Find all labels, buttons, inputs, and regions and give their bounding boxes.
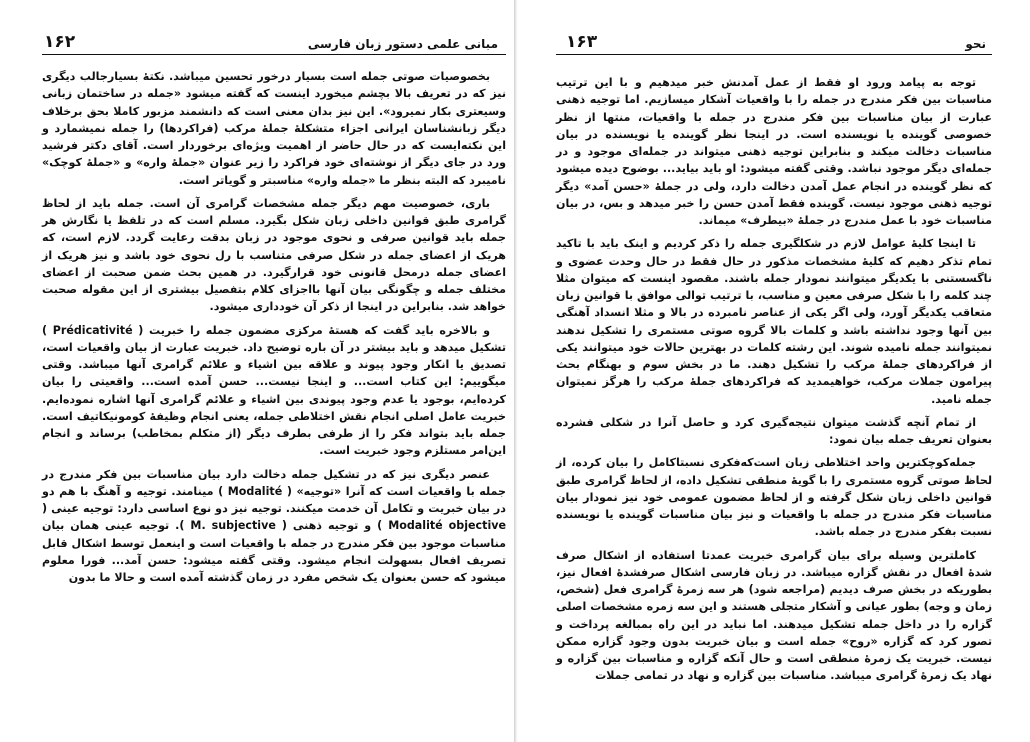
left-paragraph-3: و بالاخره باید گفت که هستهٔ مرکزی مضمون جمله را خبریت ( Prédicativité ) تشکیل میدهد و باید بیشتر در آن باره توضیح داد. خبریت عبارت از بیان واقعیات است، تصدیق یا انکار وجود پیوند و علاقه بین اشیاء و علائم گرامری آنها میباشد. وقتی میگوییم: این کتاب است... و اینجا نیست... حسن آمده است... واقعیتی را بیان کرده‌ایم، بوجود یا عدم وجود پیوندی بین اشیاء و علائم گرامری آنها اشاره نموده‌ایم. خبریت عامل اصلی انجام نقش اختلاطی جمله، یعنی انجام وظیفهٔ کومونیکاتیف است. جمله باید بتواند فکر را از طرفی بطرف دیگر (از متکلم بمخاطب) برساند و انجام این‌امر مستلزم وجود خبریت است.	[42, 323, 506, 458]
left-page-number: ۱۶۲	[44, 32, 76, 52]
right-running-title: نحو	[965, 37, 986, 51]
right-page-header	[556, 30, 992, 55]
right-paragraph-4: جمله‌کوچکترین واحد اختلاطی زبان است‌که‌فکری نسبتاکامل را بیان کرده، از لحاظ صوتی گروه مستمری را با گویهٔ منطقی تشکیل داده، از لحاظ گرامری طبق قوانین داخلی زبان شکل گرفته و از لحاظ مضمون عمومی خود نیز نمودار بیان مناسبات فکر مندرج در جمله با واقعیات و نیز بیان مناسبات گوینده یا نویسنده نسبت بفکر مندرج در جمله باشد.	[556, 456, 992, 539]
right-page	[540, 0, 1012, 742]
right-paragraph-3: از تمام آنچه گذشت میتوان نتیجه‌گیری کرد و حاصل آنرا در شکلی فشرده بعنوان تعریف جمله بیان نمود:	[556, 415, 992, 446]
left-page	[20, 0, 512, 742]
right-paragraph-1: توجه به پیامد ورود او فقط از عمل آمدنش خبر میدهیم و با این ترتیب مناسبات بین فکر مندرج در جمله را با واقعیات آشکار میسازیم. اما توجیه ذهنی عبارت از بیان مناسبات بین فکر مندرج در جمله با واقعیات، منتها از نظر خصوصی گوینده یا نویسنده است. در اینجا نظر گوینده یا نویسنده در بیان مناسبات دخالت میکند و بنابراین توجیه ذهنی میتواند در جمله‌ای موجود و در جمله‌ای دیگر موجود نباشد. وقتی گفته میشود: او باید بیاید... بوضوح دیده میشود که نظر گوینده در انجام عمل آمدن دخالت دارد، ولی در جملهٔ «حسن آمد» دیگر توجیه ذهنی موجود نیست. گوینده فقط آمدن حسن را خبر میدهد و بس، در بیان مناسبات خود با عمل مندرج در جملهٔ «بیطرف» میماند.	[556, 76, 992, 227]
right-paragraph-2: تا اینجا کلیهٔ عوامل لازم در شکلگیری جمله را ذکر کردیم و اینک باید با تاکید تمام تذکر دهیم که کلیهٔ مشخصات مذکور در حال فقط در حال وحدت عضوی و ناگسستنی با یکدیگر میتوانند نمودار جمله باشند. مقصود اینست که میتوان مثلا چند کلمه را با شکل صرفی معین و مناسب، با ترتیب توالی موافق با قوانین زبان متعاقب یکدیگر آورد، ولی اگر یکی از عناصر نامبرده در بالا و مثلا انسداد آهنگی بین آنها وجود نداشته باشد و کلمات بالا گروه صوتی مستمری را تشکیل ندهند نمیتوانند جمله نامیده شوند. این رشته کلمات در بهترین حالات خود میتوانند یکی از فراکردهای جملهٔ مرکب را تشکیل دهند. ما در بخش سوم و بهنگام بحث پیرامون جملات مرکب، خواهیمدید که فراکردهای جملهٔ مرکب را هرگز نمیتوان جمله نامید.	[556, 237, 992, 406]
left-running-title: مبانی علمی دستور زبان فارسی	[307, 37, 498, 51]
left-page-body	[42, 68, 506, 742]
left-paragraph-2: باری، خصوصیت مهم دیگر جمله مشخصات گرامری آن است. جمله باید از لحاظ گرامری طبق قوانین داخلی زبان شکل بگیرد. مسلم است که در تلفظ یا نگارش هر جمله باید قوانین صرفی و نحوی موجود در زبان بدقت رعایت گردد. لازم است، که هریک از اعضای جمله در شکل صرفی متناسب با رل نحوی خود باشد و نیز هریک از اعضای جمله درمحل قانونی خود قرارگیرد. در همین بحث ضمن صحبت از اعضای مختلف جمله و چگونگی بیان آنها بااجزای کلام بتفصیل بیشتری از این مقوله صحبت خواهد شد. بنابراین در اینجا از ذکر آن خودداری میشود.	[42, 196, 506, 314]
left-page-header	[42, 30, 506, 55]
book-gutter	[514, 0, 518, 742]
right-page-body	[556, 74, 992, 742]
right-paragraph-5: کاملترین وسیله برای بیان گرامری خبریت عمدتا استفاده از اشکال صرف شدهٔ افعال در نقش گزاره میباشد. در زبان فارسی اشکال صرفشدهٔ افعال نیز، بطوریکه در بخش صرف دیدیم (مراجعه شود) هر سه زمرهٔ گرامری فعل (شخص، زمان و وجه) بطور عیانی و آشکار متجلی هستند و این سه زمره مشخصات اصلی گزاره را در داخل جمله تشکیل میدهند. اما نباید در این راه بمبالغه پرداخت و تصور کرد که گزاره «روح» جمله است و بیان خبریت بدون وجود گزاره ممکن نیست. خبریت یک زمرهٔ منطقی است و حال آنکه گزاره و مناسبات بین گزاره و نهاد یک زمرهٔ گرامری میباشد. مناسبات بین گزاره و نهاد در تمامی جملات	[556, 548, 992, 683]
left-paragraph-4: عنصر دیگری نیز که در تشکیل جمله دخالت دارد بیان مناسبات بین فکر مندرج در جمله با واقعیات است که آنرا «توجیه» ( Modalité ) مینامند. توجیه و آهنگ با هم دو در بیان خبریت و تکامل آن خدمت میکنند. توجیه نیز دو نوع اساسی دارد: توجیه عینی ( Modalité objective ) و توجیه ذهنی ( M. subjective ). توجیه عینی همان بیان مناسبات موجود بین فکر مندرج در جمله با واقعیات است و اینعمل توسط اشکال قابل تصریف افعال بسهولت انجام میشود. وقتی گفته میشود: حسن آمد... فورا معلوم میشود که حسن بعنوان یک شخص مفرد در زمان گذشته آمده است و حالا ما بدون	[42, 467, 506, 584]
left-paragraph-1: بخصوصیات صوتی جمله است بسیار درخور تحسین میباشد. نکتهٔ بسیارجالب دیگری نیز که در تعریف بالا بچشم میخورد اینست که گفته میشود «جمله در ساختمان زبانی وسیعتری بکار نمیرود». این نیز بدان معنی است که دانشمند مزبور کاملا بحق برخلاف دیگر زبانشناسان ایرانی اجزاء متشکلهٔ جملهٔ مرکب (فراکردها) را جمله نمیشمارد و این نکته‌ایست که در حال حاضر از اهمیت ویژه‌ای برخوردار است. آقای دکتر فرشید ورد در جای دیگر از نوشته‌ای خود فراکرد را زیر عنوان «جملهٔ واره» و «جملهٔ کوچک» نامیبرد که البته بنظر ما «جمله واره» مناسبتر و گویاتر است.	[42, 70, 506, 187]
right-page-number: ۱۶۳	[566, 32, 598, 52]
